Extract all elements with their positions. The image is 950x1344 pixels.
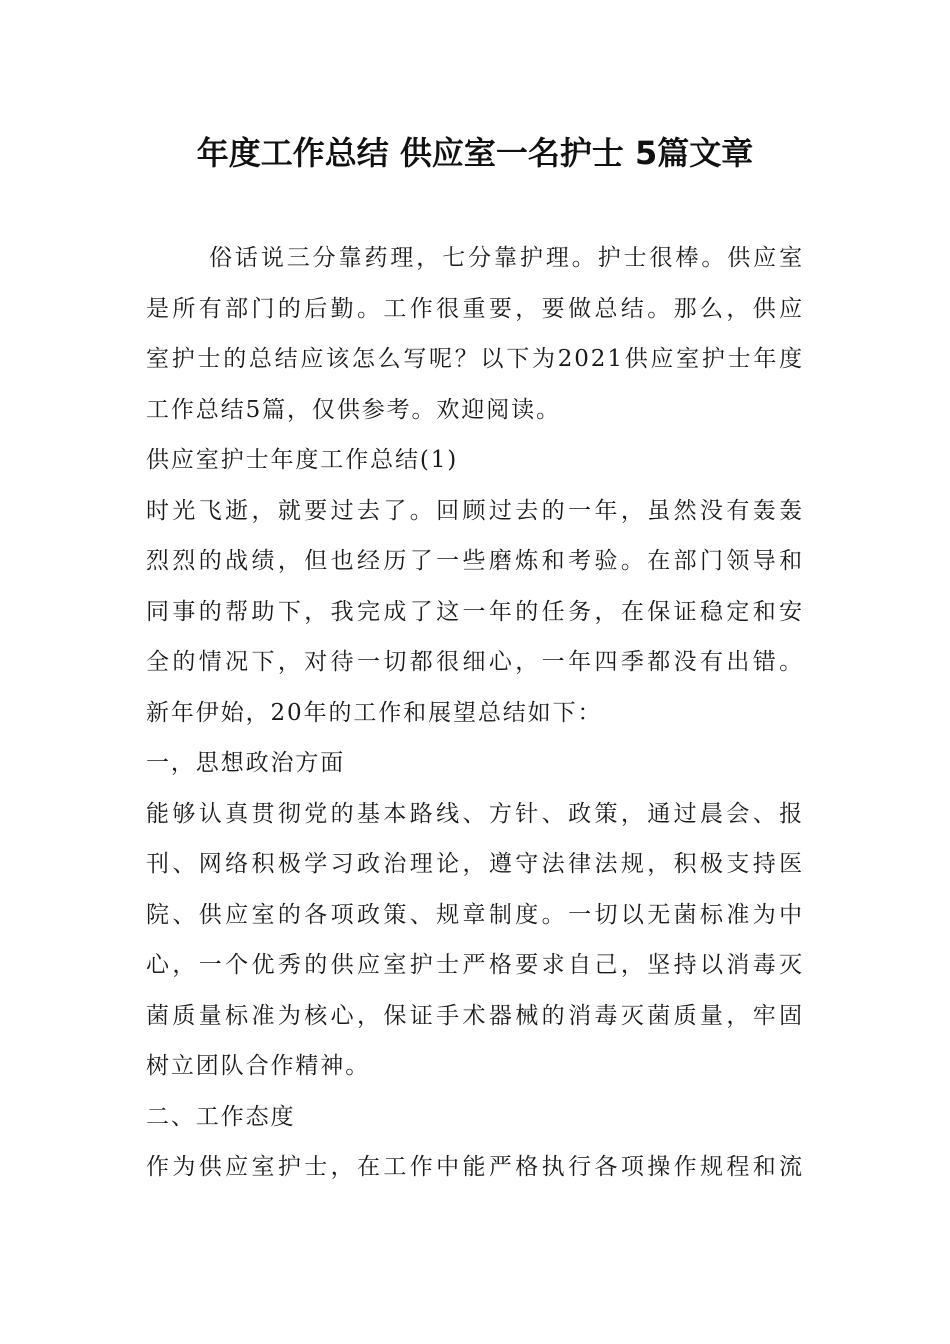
paragraph-line: 工作总结5篇，仅供参考。欢迎阅读。 <box>146 396 561 423</box>
paragraph-line: 全的情况下，对待一切都很细心，一年四季都没有出错。 <box>146 649 804 675</box>
paragraph-line: 作为供应室护士，在工作中能严格执行各项操作规程和流 <box>146 1154 804 1180</box>
document-title: 年度工作总结 供应室一名护士 5篇文章 <box>196 134 754 172</box>
paragraph-line: 烈烈的战绩，但也经历了一些磨炼和考验。在部门领导和 <box>146 548 804 574</box>
paragraph-line: 能够认真贯彻党的基本路线、方针、政策，通过晨会、报 <box>146 800 804 827</box>
paragraph-line: 时光飞逝，就要过去了。回顾过去的一年，虽然没有轰轰 <box>146 497 804 524</box>
paragraph-line: 同事的帮助下，我完成了这一年的任务，在保证稳定和安 <box>146 598 804 625</box>
paragraph-line: 是所有部门的后勤。工作很重要，要做总结。那么，供应 <box>146 295 804 322</box>
paragraph-line: 菌质量标准为核心，保证手术器械的消毒灭菌质量，牢固 <box>146 1002 804 1029</box>
paragraph-line: 院、供应室的各项政策、规章制度。一切以无菌标准为中 <box>146 901 804 928</box>
paragraph-line: 心，一个优秀的供应室护士严格要求自己，坚持以消毒灭 <box>146 952 804 978</box>
paragraph-line: 俗话说三分靠药理，七分靠护理。护士很棒。供应室 <box>209 245 804 271</box>
section-heading: 供应室护士年度工作总结(1) <box>146 447 459 473</box>
paragraph-line: 新年伊始，20年的工作和展望总结如下： <box>146 699 603 726</box>
section-heading: 一，思想政治方面 <box>146 750 346 776</box>
section-heading: 二、工作态度 <box>146 1103 296 1130</box>
paragraph-line: 刊、网络积极学习政治理论，遵守法律法规，积极支持医 <box>146 851 804 877</box>
document-body <box>146 240 804 1200</box>
paragraph-line: 树立团队合作精神。 <box>146 1053 371 1079</box>
paragraph-line: 室护士的总结应该怎么写呢？以下为2021供应室护士年度 <box>146 346 804 372</box>
